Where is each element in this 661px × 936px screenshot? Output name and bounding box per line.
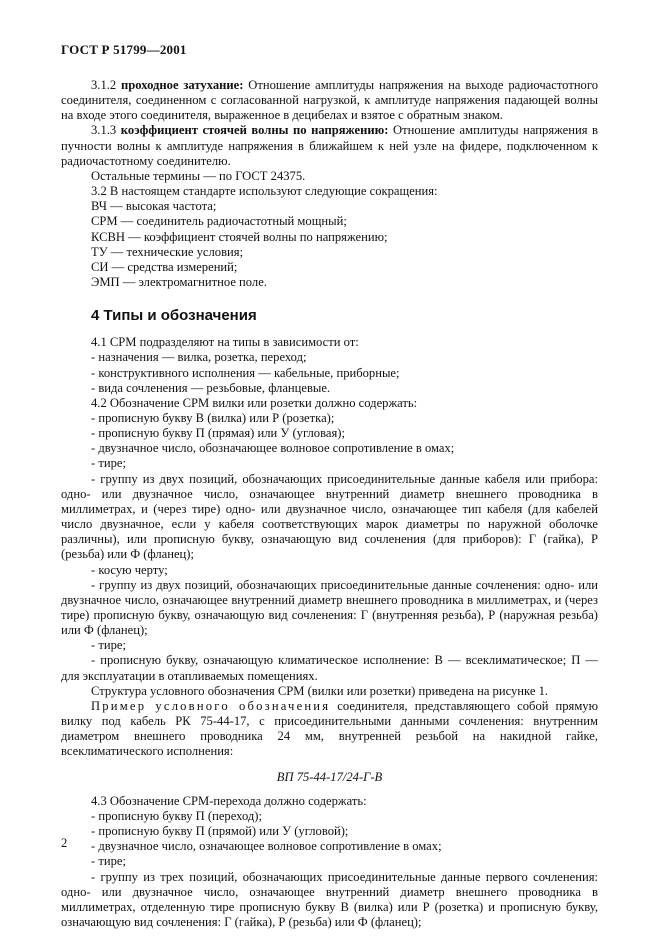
- example-paragraph: [61, 699, 598, 760]
- list-item: - прописную букву В (вилка) или Р (розетка);: [91, 410, 335, 425]
- list-item: - тире;: [91, 638, 126, 653]
- clause-4-2: 4.2 Обозначение СРМ вилки или розетки должно содержать:: [91, 395, 418, 410]
- list-item: - прописную букву П (переход);: [91, 808, 262, 823]
- other-terms-note: Остальные термины — по ГОСТ 24375.: [91, 168, 306, 183]
- list-item: - прописную букву П (прямой) или У (угловой);: [91, 824, 349, 839]
- term-name: проходное затухание:: [121, 78, 244, 92]
- list-item: - двузначное число, обозначающее волновое сопротивление в омах;: [91, 441, 455, 456]
- term-3-1-2: [61, 78, 598, 123]
- list-item: - прописную букву, означающую климатическое исполнение: В — всеклиматическое; П — для эксплуатации в отапливаемых помещениях.: [61, 653, 598, 683]
- list-item: - конструктивного исполнения — кабельные, приборные;: [91, 365, 400, 380]
- term-3-1-3: [61, 123, 598, 168]
- term-number: 3.1.3: [91, 123, 121, 138]
- example-designation: ВП 75-44-17/24-Г-В: [276, 769, 383, 784]
- term-definition: Отношение амплитуды напряжения в пучности волны к амплитуде напряжения в ближайшем к ней узле на фидере, подключенном к радиочастотному соединителю.: [61, 123, 599, 168]
- example-text: соединителя, представляющего собой прямую вилку под кабель РК 75-44-17, с присоединительными данными сочленения: внутренним диаметром внешнего проводника 24 мм, внутренней резьбой на накидной гайке, всеклиматического исполнения:: [61, 698, 599, 759]
- term-definition: Отношение амплитуды напряжения на выходе радиочастотного соединителя, соединенном с согласованной нагрузкой, к амплитуде напряжения падающей волны на входе этого соединителя, выраженное в децибелах и взятое с обратным знаком.: [61, 78, 599, 123]
- example-label: Пример условного обозначения: [91, 698, 331, 713]
- document-body: [61, 78, 598, 930]
- list-item: - косую черту;: [91, 562, 168, 577]
- list-item: - группу из трех позиций, обозначающих присоединительные данные первого сочленения: одно- или двузначное число, означающее внутренний диаметр внешнего проводника в миллиметрах, отделенную тире прописную букву В (вилка) или Р (розетка) и прописную букву, означающую вид сочленения: Г (гайка), Р (резьба) или Ф (фланец);: [61, 869, 598, 929]
- term-number: 3.1.2: [91, 78, 122, 92]
- list-item: - двузначное число, означающее волновое сопротивление в омах;: [91, 839, 442, 854]
- abbreviation-item: ЭМП — электромагнитное поле.: [91, 275, 267, 290]
- section-4-heading: 4 Типы и обозначения: [91, 307, 257, 325]
- page-header: ГОСТ Р 51799—2001: [61, 42, 187, 57]
- list-item: - вида сочленения — резьбовые, фланцевые.: [91, 380, 331, 395]
- clause-4-3: 4.3 Обозначение СРМ-перехода должно содержать:: [91, 793, 367, 808]
- list-item: - тире;: [91, 456, 126, 471]
- abbreviation-item: КСВН — коэффициент стоячей волны по напряжению;: [91, 229, 388, 244]
- abbreviation-item: СИ — средства измерений;: [91, 259, 238, 274]
- abbreviation-item: ВЧ — высокая частота;: [91, 199, 217, 214]
- list-item: - группу из двух позиций, обозначающих присоединительные данные кабеля или прибора: одно- или двузначное число, означающее внутренний диаметр внешнего проводника в миллиметрах, и (через тире) одно- или двузначное число, означающее тип кабеля (для кабелей число двузначное, если у кабеля соответствующих марок диаметры по наружной оболочке различны), или прописную букву, означающую вид сочленения (для приборов): Г (гайка), Р (резьба) или Ф (фланец);: [61, 471, 598, 562]
- structure-note: Структура условного обозначения СРМ (вилки или розетки) приведена на рисунке 1.: [91, 683, 549, 698]
- list-item: - группу из двух позиций, обозначающих присоединительные данные сочленения: одно- или двузначное число, означающее внутренний диаметр внешнего проводника в миллиметрах, и (через тире) прописную букву, означающую вид сочленения: Г (внутренняя резьба), Р (наружная резьба) или Ф (фланец);: [61, 577, 598, 638]
- abbreviations-intro: 3.2 В настоящем стандарте используют следующие сокращения:: [91, 184, 438, 199]
- list-item: - тире;: [91, 854, 126, 869]
- abbreviation-item: ТУ — технические условия;: [91, 244, 244, 259]
- abbreviation-item: СРМ — соединитель радиочастотный мощный;: [91, 214, 347, 229]
- term-name: коэффициент стоячей волны по напряжению:: [120, 123, 389, 138]
- page-number: 2: [61, 836, 68, 850]
- clause-4-1: 4.1 СРМ подразделяют на типы в зависимости от:: [91, 335, 359, 350]
- list-item: - прописную букву П (прямая) или У (угловая);: [91, 426, 345, 441]
- list-item: - назначения — вилка, розетка, переход;: [91, 350, 307, 365]
